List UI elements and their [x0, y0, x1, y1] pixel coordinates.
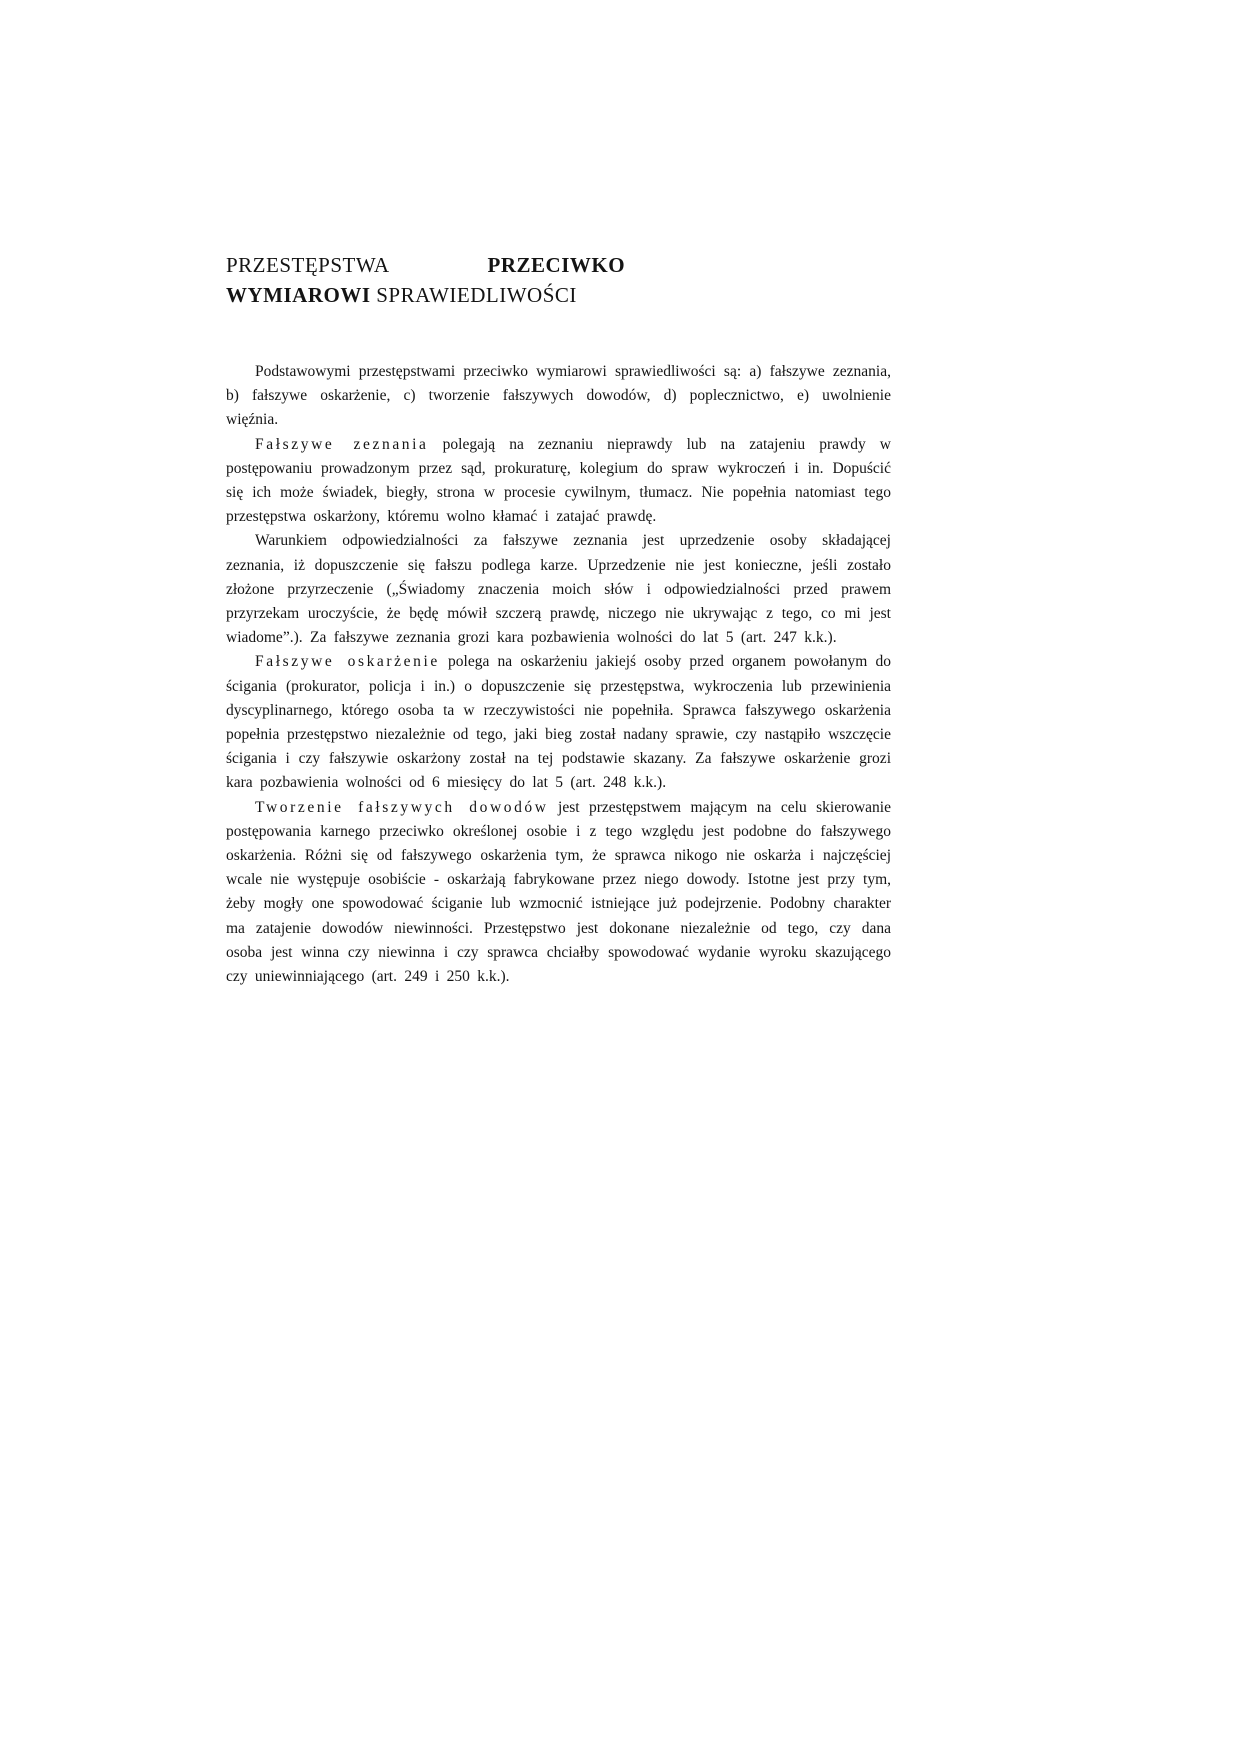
title-word-sprawiedliwosci: SPRAWIEDLIWOŚCI [376, 283, 577, 307]
title-word-przestepstwa: PRZESTĘPSTWA [226, 253, 390, 277]
paragraph-false-testimony [226, 433, 891, 530]
lead-phrase-false-accusation: Fałszywe oskarżenie [255, 653, 440, 671]
paragraph-liability-condition [226, 529, 891, 650]
lead-phrase-fabricating-evidence: Tworzenie fałszywych dowodów [255, 798, 549, 816]
document-title [226, 250, 891, 310]
paragraph-text: jest przestępstwem mającym na celu skierowanie postępowania karnego przeciwko określonej osobie i z tego względu jest podobne do fałszywego oskarżenia. Różni się od fałszywego oskarżenia tym, że sprawca nikogo nie oskarża i najczęściej wcale nie występuje osobiście - oskarżają fabrykowane przez niego dowody. Istotne jest przy tym, żeby mogły one spowodować ściganie lub wzmocnić istniejące już podejrzenie. Podobny charakter ma zatajenie dowodów niewinności. Przestępstwo jest dokonane niezależnie od tego, czy dana osoba jest winna czy niewinna i czy sprawca chciałby spowodować wydanie wyroku skazującego czy uniewinniającego (art. 249 i 250 k.k.). [226, 798, 891, 986]
paragraph-text: polegają na zeznaniu nieprawdy lub na zatajeniu prawdy w postępowaniu prowadzonym przez sąd, prokuraturę, kolegium do spraw wykroczeń i in. Dopuścić się ich może świadek, biegły, strona w procesie cywilnym, tłumacz. Nie popełnia natomiast tego przestępstwa oskarżony, któremu wolno kłamać i zatajać prawdę. [226, 435, 891, 526]
title-line-2 [226, 283, 577, 307]
document-content [226, 250, 891, 989]
paragraph-text: Podstawowymi przestępstwami przeciwko wymiarowi sprawiedliwości są: a) fałszywe zeznania, b) fałszywe oskarżenie, c) tworzenie fałszywych dowodów, d) poplecznictwo, e) uwolnienie więźnia. [226, 363, 891, 429]
paragraph-false-accusation [226, 650, 891, 795]
document-body [226, 360, 891, 989]
paragraph-text: Warunkiem odpowiedzialności za fałszywe zeznania jest uprzedzenie osoby składającej zeznania, iż dopuszczenie się fałszu podlega karze. Uprzedzenie nie jest konieczne, jeśli zostało złożone przyrzeczenie („Świadomy znaczenia moich słów i odpowiedzialności przed prawem przyrzekam uroczyście, że będę mówił szczerą prawdę, niczego nie ukrywając z tego, co mi jest wiadome”.). Za fałszywe zeznania grozi kara pozbawienia wolności do lat 5 (art. 247 k.k.). [226, 532, 891, 647]
paragraph-intro-list [226, 360, 891, 433]
lead-phrase-false-testimony: Fałszywe zeznania [255, 435, 429, 453]
paragraph-text: polega na oskarżeniu jakiejś osoby przed organem powołanym do ścigania (prokurator, policja i in.) o dopuszczenie się przestępstwa, wykroczenia lub przewinienia dyscyplinarnego, którego osoba ta w rzeczywistości nie popełniła. Sprawca fałszywego oskarżenia popełnia przestępstwo niezależnie od tego, jaki bieg został nadany sprawie, czy nastąpiło wszczęcie ścigania i czy fałszywie oskarżony został na tej podstawie skazany. Za fałszywe oskarżenie grozi kara pozbawienia wolności od 6 miesięcy do lat 5 (art. 248 k.k.). [226, 653, 891, 792]
title-word-przeciwko: PRZECIWKO [487, 253, 626, 277]
title-line-1 [226, 253, 625, 277]
title-word-wymiarowi: WYMIAROWI [226, 283, 371, 307]
paragraph-fabricating-evidence [226, 796, 891, 990]
